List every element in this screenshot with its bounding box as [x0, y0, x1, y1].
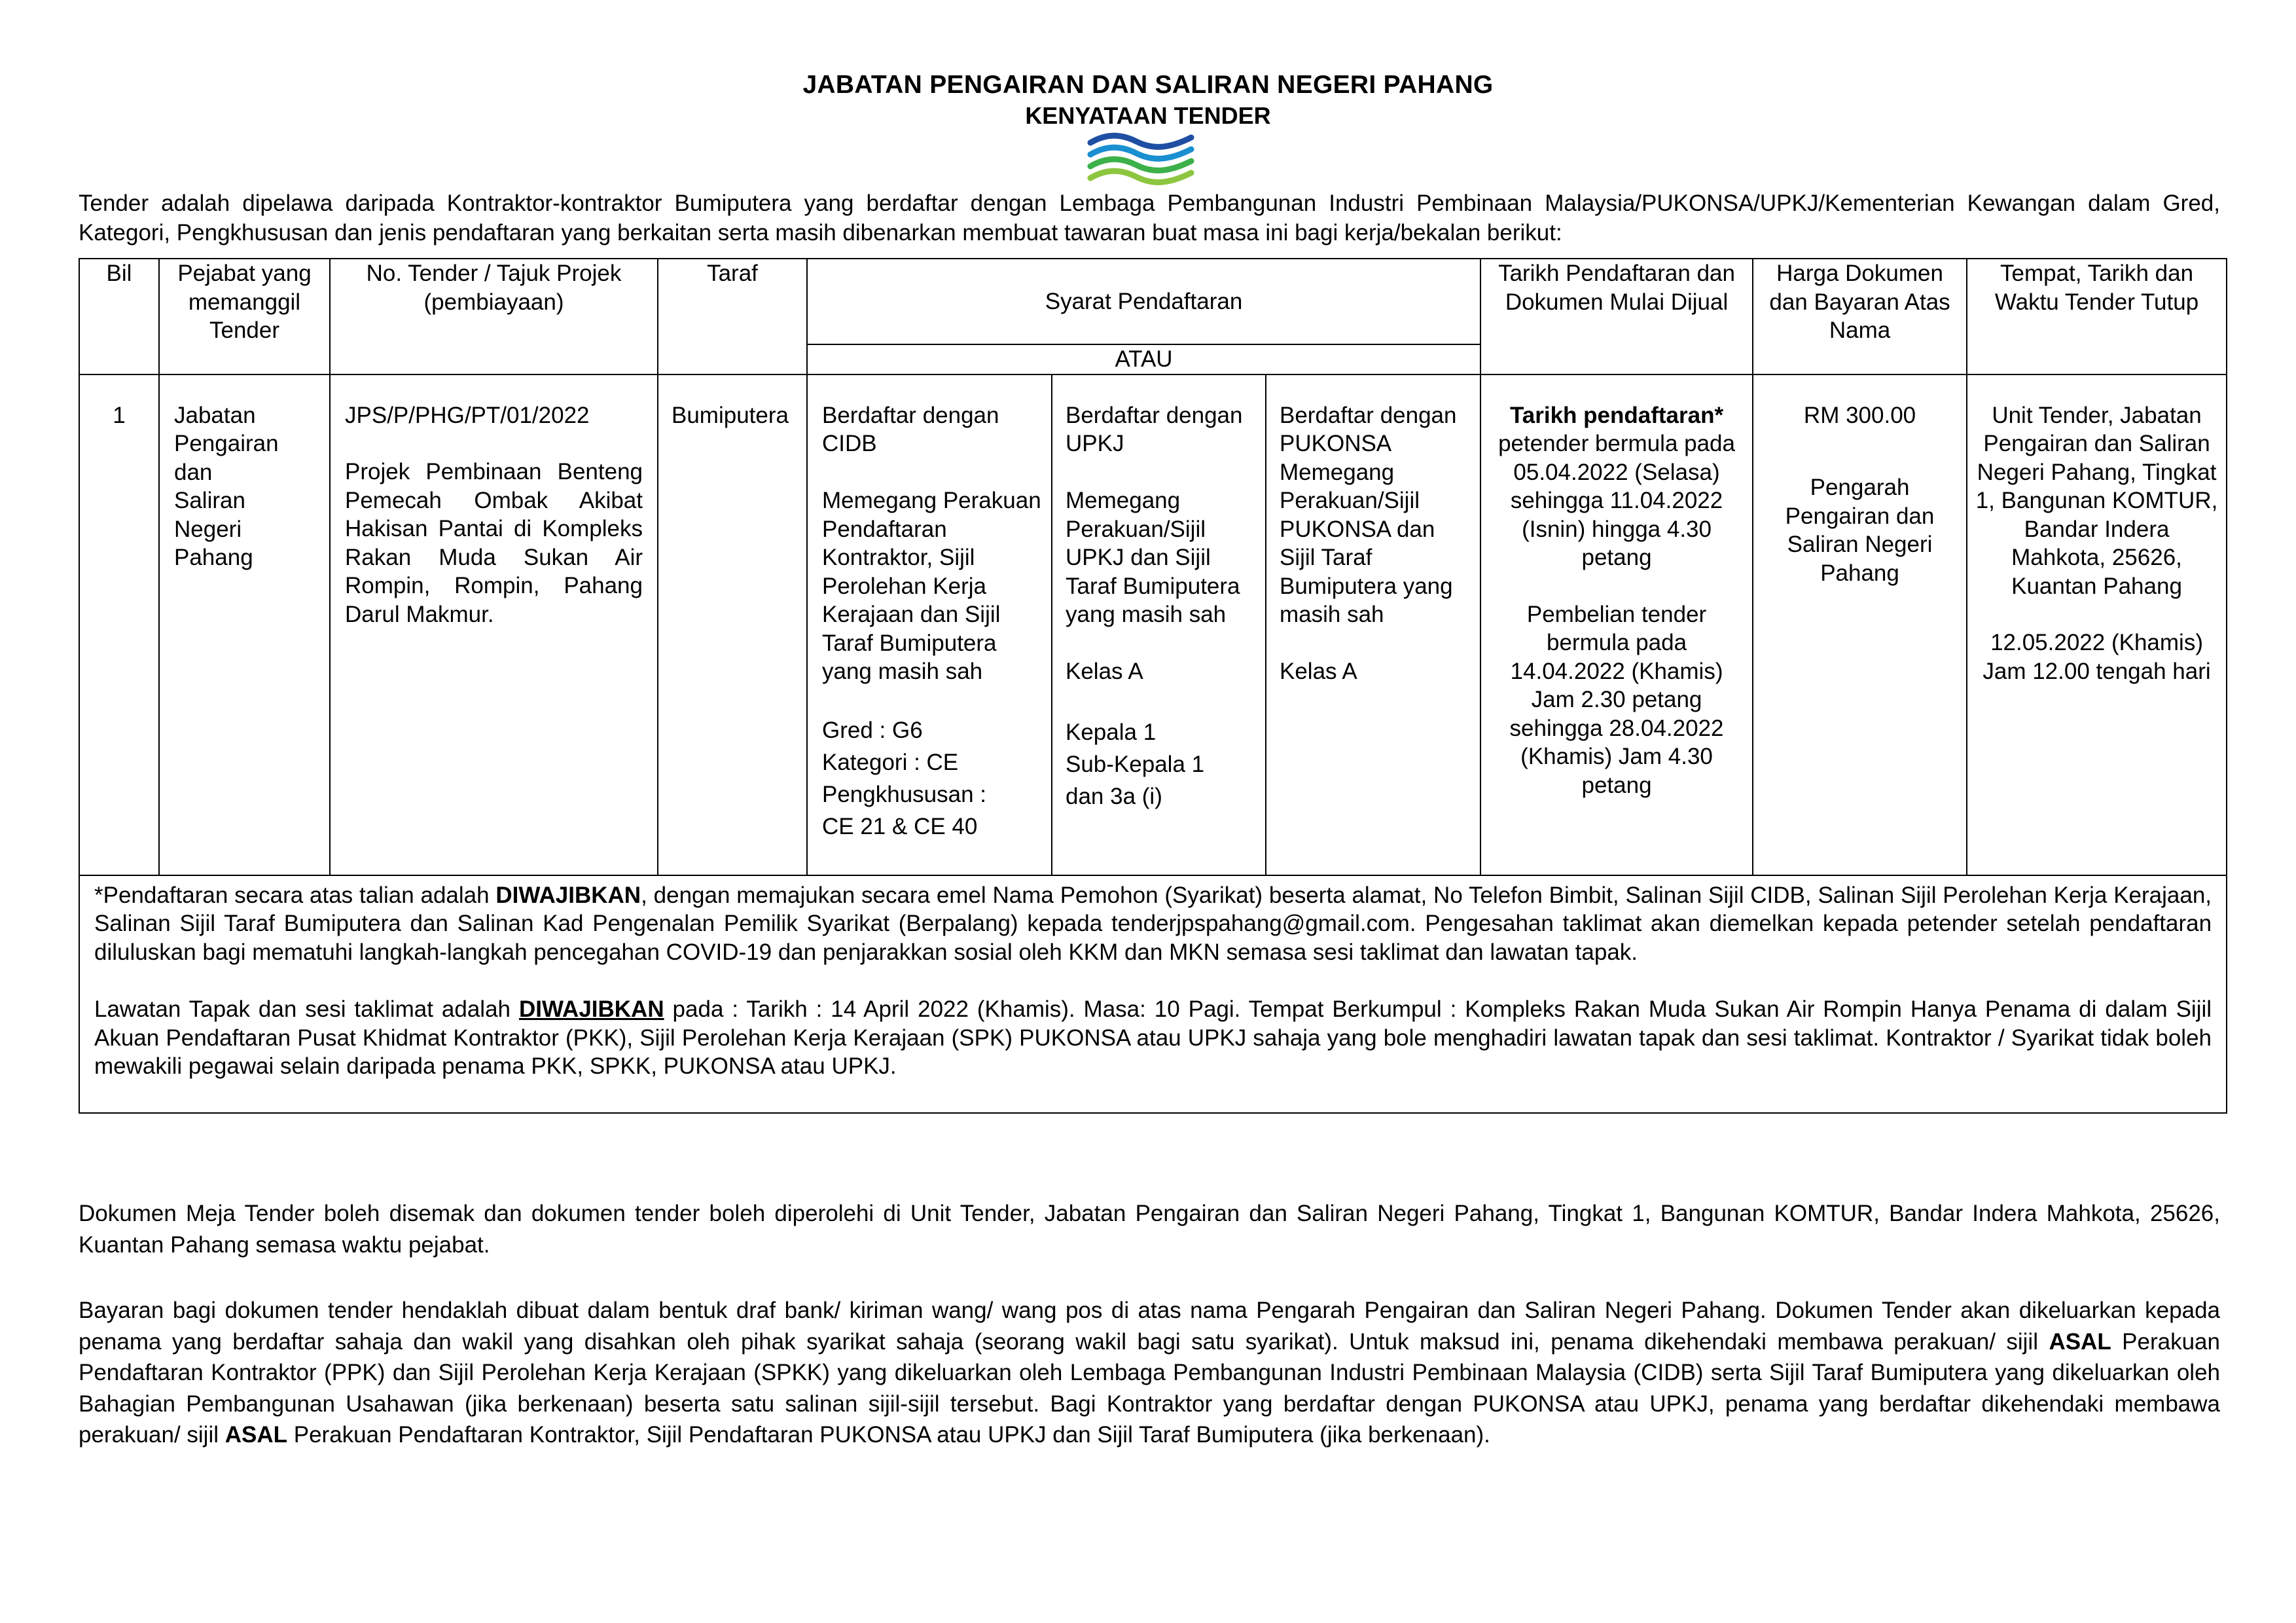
tender-number: JPS/P/PHG/PT/01/2022: [345, 402, 590, 428]
header-bil: Bil: [79, 259, 159, 374]
cell-no-tender: [330, 374, 658, 875]
jps-wave-logo-icon: [1086, 131, 1196, 187]
upkj-kepala-block: [1066, 716, 1257, 812]
asal-emphasis: ASAL: [224, 1422, 288, 1448]
asal-emphasis: ASAL: [2049, 1328, 2111, 1355]
tarikh-pembelian: Pembelian tender bermula pada 14.04.2022 (Khamis) Jam 2.30 petang sehingga 28.04.2022 (Khamis) Jam 4.30 petang: [1509, 601, 1724, 798]
header-no-tender: No. Tender / Tajuk Projek (pembiayaan): [330, 259, 658, 374]
tempat-location: Unit Tender, Jabatan Pengairan dan Saliran Negeri Pahang, Tingkat 1, Bangunan KOMTUR, Bandar Indera Mahkota, 25626, Kuantan Pahang: [1975, 402, 2218, 599]
upkj-sub-kepala-2: dan 3a (i): [1066, 783, 1162, 809]
diwajibkan-emphasis: DIWAJIBKAN: [495, 882, 641, 908]
cell-syarat-upkj: [1052, 374, 1266, 875]
header-syarat-pendaftaran: Syarat Pendaftaran: [807, 259, 1480, 344]
cidb-pengkhususan: Pengkhususan :: [822, 781, 987, 807]
cell-taraf: Bumiputera: [658, 374, 807, 875]
registration-note: [79, 875, 2227, 1113]
header-taraf: Taraf: [658, 259, 807, 374]
harga-payee: Pengarah Pengairan dan Saliran Negeri Pahang: [1785, 475, 1935, 586]
cell-syarat-cidb: [807, 374, 1052, 875]
header-tarikh: Tarikh Pendaftaran dan Dokumen Mulai Dijual: [1480, 259, 1753, 374]
tender-table: [79, 258, 2227, 1114]
upkj-requirements: Berdaftar dengan UPKJ Memegang Perakuan/Sijil UPKJ dan Sijil Taraf Bumiputera yang masih sah Kelas A: [1066, 402, 1243, 684]
cell-syarat-pukonsa: Berdaftar dengan PUKONSA Memegang Perakuan/Sijil PUKONSA dan Sijil Taraf Bumiputera yang masih sah Kelas A: [1266, 374, 1480, 875]
footer-paragraph-documents: Dokumen Meja Tender boleh disemak dan dokumen tender boleh diperolehi di Unit Tender, Jabatan Pengairan dan Saliran Negeri Pahang, Tingkat 1, Bangunan KOMTUR, Bandar Indera Mahkota, 25626, Kuantan Pahang semasa waktu pejabat.: [79, 1201, 2220, 1258]
intro-paragraph: Tender adalah dipelawa daripada Kontraktor-kontraktor Bumiputera yang berdaftar dengan Lembaga Pembangunan Industri Pembinaan Malaysia/PUKONSA/UPKJ/Kementerian Kewangan dalam Gred, Kategori, Pengkhususan dan jenis pendaftaran yang berkaitan serta masih dibenarkan membuat tawaran buat masa ini bagi kerja/bekalan berikut:: [79, 191, 2220, 246]
cell-tarikh: [1480, 374, 1753, 875]
note-site-visit: Lawatan Tapak dan sesi taklimat adalah DIWAJIBKAN pada : Tarikh : 14 April 2022 (Khamis). Masa: 10 Pagi. Tempat Berkumpul : Kompleks Rakan Muda Sukan Air Rompin Hanya Penama di dalam Sijil Akuan Pendaftaran Pusat Khidmat Kontraktor (PKK), Sijil Perolehan Kerja Kerajaan (SPK) PUKONSA atau UPKJ sahaja yang bole menghadiri lawatan tapak dan sesi taklimat. Kontraktor / Syarikat tidak boleh mewakili pegawai selain daripada penama PKK, SPKK, PUKONSA atau UPKJ.: [94, 996, 2212, 1079]
header-pejabat: Pejabat yang memanggil Tender: [159, 259, 330, 374]
tarikh-pendaftaran: petender bermula pada 05.04.2022 (Selasa) sehingga 11.04.2022 (Isnin) hingga 4.30 petang: [1498, 431, 1735, 570]
cell-bil: 1: [79, 374, 159, 875]
note-registration: *Pendaftaran secara atas talian adalah DIWAJIBKAN, dengan memajukan secara emel Nama Pemohon (Syarikat) beserta alamat, No Telefon Bimbit, Salinan Sijil CIDB, Salinan Sijil Perolehan Kerja Kerajaan, Salinan Sijil Taraf Bumiputera dan Salinan Kad Pengenalan Pemilik Syarikat (Berpalang) kepada tenderjpspahang@gmail.com. Pengesahan taklimat akan diemelkan kepada petender setelah pendaftaran diluluskan bagi mematuhi langkah-langkah pencegahan COVID-19 dan penjarakkan sosial oleh KKM dan MKN semasa sesi taklimat dan lawatan tapak.: [94, 882, 2212, 965]
upkj-kepala: Kepala 1: [1066, 719, 1157, 745]
cidb-requirements: Berdaftar dengan CIDB Memegang Perakuan Pendaftaran Kontraktor, Sijil Perolehan Kerja Kerajaan dan Sijil Taraf Bumiputera yang masih sah: [822, 402, 1041, 684]
cidb-gred: Gred : G6: [822, 717, 923, 743]
tarikh-label: Tarikh pendaftaran*: [1509, 402, 1724, 428]
page-subtitle: KENYATAAN TENDER: [1025, 102, 1271, 129]
project-title: Projek Pembinaan Benteng Pemecah Ombak Akibat Hakisan Pantai di Kompleks Rakan Muda Sukan Air Rompin, Rompin, Pahang Darul Makmur.: [345, 459, 643, 627]
cell-tempat: [1967, 374, 2227, 875]
footer-paragraph-payment: Bayaran bagi dokumen tender hendaklah dibuat dalam bentuk draf bank/ kiriman wang/ wang pos di atas nama Pengarah Pengairan dan Saliran Negeri Pahang. Dokumen Tender akan dikeluarkan kepada penama yang berdaftar sahaja dan wakil yang disahkan oleh pihak syarikat sahaja (seorang wakil bagi satu syarikat). Untuk maksud ini, penama dikehendaki membawa perakuan/ sijil ASAL Perakuan Pendaftaran Kontraktor (PPK) dan Sijil Perolehan Kerja Kerajaan (SPKK) yang dikeluarkan oleh Lembaga Pembangunan Industri Pembinaan Malaysia (CIDB) serta Sijil Taraf Bumiputera yang dikeluarkan oleh Bahagian Pembangunan Usahawan (jika berkenaan) beserta satu salinan sijil-sijil tersebut. Bagi Kontraktor yang berdaftar dengan PUKONSA atau UPKJ, penama yang berdaftar dikehendaki membawa perakuan/ sijil ASAL Perakuan Pendaftaran Kontraktor, Sijil Pendaftaran PUKONSA atau UPKJ dan Sijil Taraf Bumiputera (jika berkenaan).: [79, 1298, 2220, 1448]
table-row: [79, 374, 2227, 875]
cell-harga: [1753, 374, 1967, 875]
header-harga: Harga Dokumen dan Bayaran Atas Nama: [1753, 259, 1967, 374]
cidb-grade-block: [822, 714, 1043, 843]
page-title: JABATAN PENGAIRAN DAN SALIRAN NEGERI PAHANG: [802, 71, 1494, 99]
cidb-kategori: Kategori : CE: [822, 749, 959, 775]
upkj-sub-kepala: Sub-Kepala 1: [1066, 751, 1205, 777]
cidb-pengkhususan-value: CE 21 & CE 40: [822, 813, 978, 839]
header-atau: ATAU: [807, 344, 1480, 374]
tempat-closing: 12.05.2022 (Khamis) Jam 12.00 tengah hari: [1982, 630, 2211, 684]
harga-amount: RM 300.00: [1803, 402, 1916, 428]
diwajibkan-emphasis: DIWAJIBKAN: [518, 996, 664, 1022]
header-tempat: Tempat, Tarikh dan Waktu Tender Tutup: [1967, 259, 2227, 374]
cell-pejabat: Jabatan Pengairan dan Saliran Negeri Pahang: [159, 374, 330, 875]
